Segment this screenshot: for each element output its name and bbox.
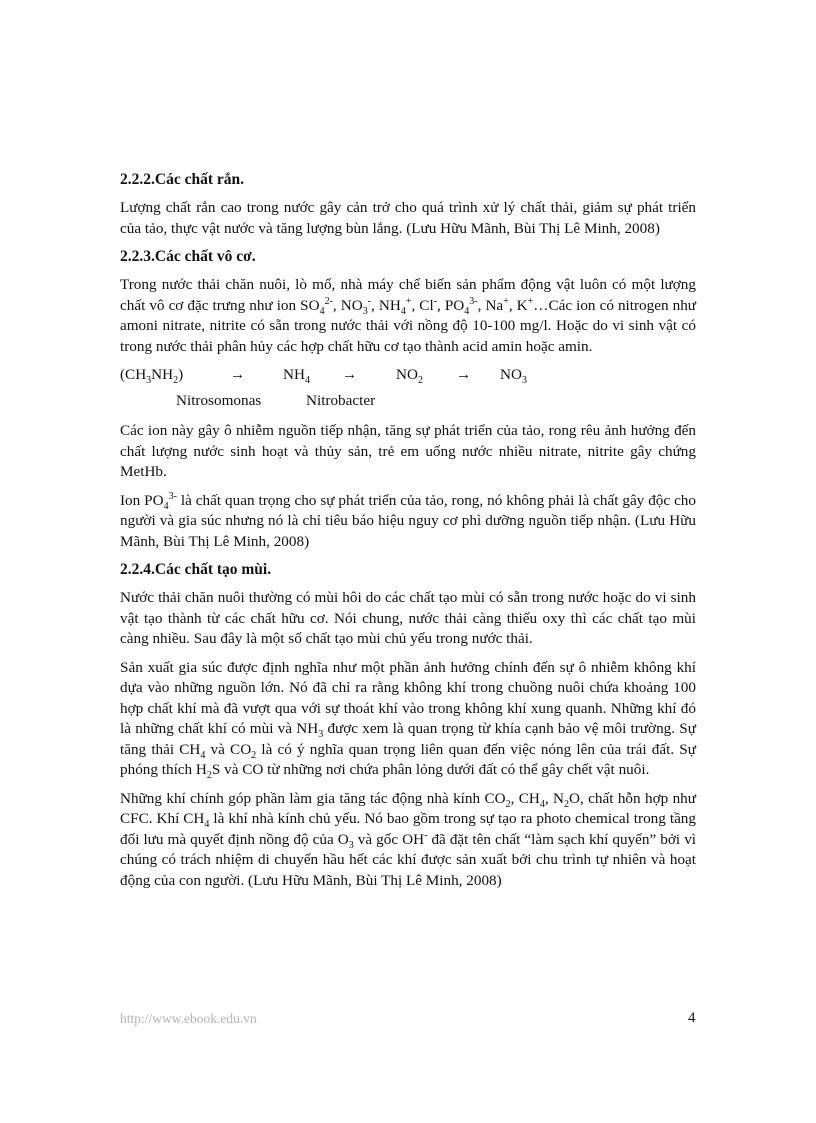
paragraph-livestock-air: Sản xuất gia súc được định nghĩa như một phần ảnh hưởng chính đến sự ô nhiễm không khí dựa vào những nguồn lớn. Nó đã chỉ ra rằng không khí trong chuồng nuôi chứa khoảng 100 hợp chất khí mà đã vượt qua với sự thoát khí vào trong không khí xung quanh. Những khí đó là những chất khí có mùi và $NH_3$ được xem là quan trọng từ khía cạnh bảo vệ môi trường. Sự tăng thải $CH_4$ và $CO_2$ là có ý nghĩa quan trọng liên quan đến việc nóng lên của trái đất. Sự phóng thích $H_2S$ và CO từ những nơi chứa phân lỏng dưới đất có thể gây chết vật nuôi. [120,658,696,782]
paragraph-inorganic: Trong nước thải chăn nuôi, lò mổ, nhà máy chế biến sản phẩm động vật luôn có một lượng chất vô cơ đặc trưng như ion $SO_4^{2-}$, $NO_3^-$, $NH_4^+$, Cl-, $PO_4^{3-}$, Na+, K+…Các ion có nitrogen như amoni nitrate, nitrite có sẵn trong nước thải với nồng độ 10-100 mg/l. Hoặc do vi sinh vật có trong nước thải phân hủy các hợp chất hữu cơ tạo thành acid amin hoặc amin. [120,276,697,355]
paragraph-solids: Lượng chất rắn cao trong nước gây cản trở cho quá trình xử lý chất thải, giảm sự phát triển của tảo, thực vật nước và tăng lượng bùn lắng. (Lưu Hữu Mãnh, Bùi Thị Lê Minh, 2008) [120,199,696,237]
arrow-icon: → [230,366,246,383]
equation-nh4: $NH_4$ [283,366,310,387]
paragraph-greenhouse: Những khí chính góp phần làm gia tăng tác động nhà kính $CO_2$, $CH_4$, $N_2O$, chất hỗn hợp như CFC. Khí $CH_4$ là khí nhà kính chủ yếu. Nó bao gồm trong sự tạo ra photo chemical trong tầng đối lưu mà quyết định nồng độ của $O_3$ và gốc OH- đã đặt tên chất “làm sạch khí quyển” bởi vì chúng có trách nhiệm di chuyển hầu hết các khí được sản xuất bởi chu trình tự nhiên và hoạt động của con người. (Lưu Hữu Mãnh, Bùi Thị Lê Minh, 2008) [120,789,697,889]
arrow-icon: → [342,366,358,383]
nitrification-equation [120,365,696,385]
heading-2-2-2: 2.2.2.Các chất rắn. [120,171,244,188]
paragraph-ion-effects: Các ion này gây ô nhiễm nguồn tiếp nhận, tăng sự phát triển của tảo, rong rêu ảnh hưởng đến chất lượng nước sinh hoạt và thủy sản, trẻ em uống nước nhiều nitrate, nitrite gây chứng MetHb. [120,422,696,480]
heading-2-2-4: 2.2.4.Các chất tạo mùi. [120,561,272,578]
bacteria-labels [120,391,696,413]
equation-no3: $NO_3$ [500,366,527,387]
equation-reactant: $(CH_3NH_2)$ [120,366,184,387]
paragraph-phosphate: Ion $PO_4^{3-}$ là chất quan trọng cho sự phát triển của tảo, rong, nó không phải là chất gây độc cho người và gia súc nhưng nó là chỉ tiêu báo hiệu nguy cơ phì dưỡng nguồn tiếp nhận. (Lưu Hữu Mãnh, Bùi Thị Lê Minh, 2008) [120,490,696,550]
document-body [120,170,696,899]
bacteria-nitrosomonas: Nitrosomonas [176,392,262,409]
paragraph-odor-intro: Nước thải chăn nuôi thường có mùi hôi do các chất tạo mùi có sẵn trong nước hoặc do vi sinh vật tạo thành từ các chất hữu cơ. Nói chung, nước thải càng thiếu oxy thì các chất tạo mùi càng nhiều. Sau đây là một số chất tạo mùi chủ yếu trong nước thải. [120,589,696,647]
equation-no2: $NO_2$ [396,366,423,387]
bacteria-nitrobacter: Nitrobacter [306,392,376,409]
heading-2-2-3: 2.2.3.Các chất vô cơ. [120,248,256,265]
footer-url: http://www.ebook.edu.vn [120,1011,257,1026]
arrow-icon: → [456,366,472,383]
page-number: 4 [688,1010,696,1026]
